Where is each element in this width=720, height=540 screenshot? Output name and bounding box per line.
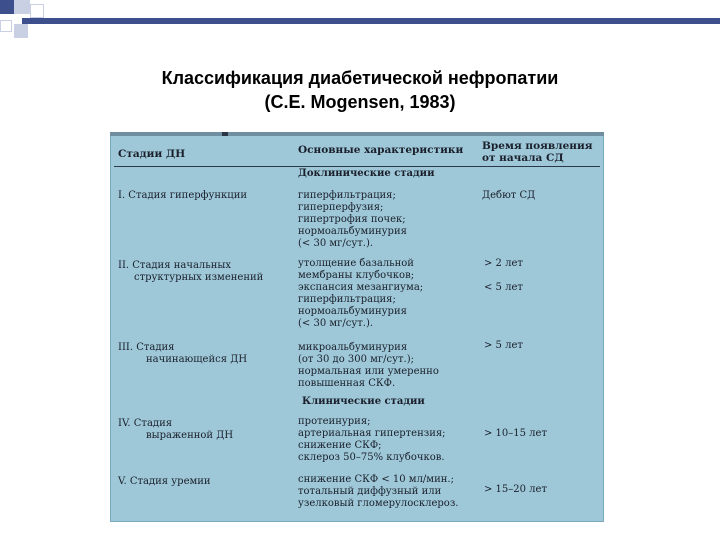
- header-accent-line: [22, 18, 720, 24]
- row2-stage-line: II. Стадия начальных: [118, 260, 231, 271]
- row4-stage-line: IV. Стадия: [118, 418, 173, 429]
- row2-stage: [118, 260, 263, 284]
- row4-stage-line: выраженной ДН: [146, 430, 234, 441]
- slide-title-line1: Классификация диабетической нефропатии: [161, 68, 559, 88]
- row1-char-line: гиперперфузия;: [298, 202, 384, 213]
- row3-char-line: повышенная СКФ.: [298, 378, 396, 389]
- decor-square-light: [14, 0, 30, 14]
- row4-char-line: протеинурия;: [298, 416, 371, 427]
- row5-characteristics: [298, 474, 458, 510]
- row5-time-line: > 15–20 лет: [484, 484, 547, 495]
- decor-square-mid: [30, 4, 44, 18]
- header-stage: Стадии ДН: [118, 148, 186, 160]
- row3-stage-line: III. Стадия: [118, 342, 175, 353]
- decor-square-lower: [14, 24, 28, 38]
- header-divider: [114, 166, 600, 167]
- row1-characteristics: [298, 190, 407, 250]
- row2-time-a: > 2 лет: [484, 258, 523, 269]
- row4-char-line: снижение СКФ;: [298, 440, 382, 451]
- row5-char-line: снижение СКФ < 10 мл/мин.;: [298, 474, 454, 485]
- row2-char-line: экспансия мезангиума;: [298, 282, 424, 293]
- row4-char-line: склероз 50–75% клубочков.: [298, 452, 445, 463]
- row3-stage-line: начинающейся ДН: [146, 354, 248, 365]
- row3-time: [484, 340, 523, 352]
- row3-time-line: > 5 лет: [484, 340, 523, 351]
- row5-char-line: тотальный диффузный или: [298, 486, 442, 497]
- decor-square-small: [0, 20, 12, 32]
- row1-char-line: нормоальбуминурия: [298, 226, 407, 237]
- row2-char-line: утолщение базальной: [298, 258, 414, 269]
- row1-char-line: (< 30 мг/сут.).: [298, 238, 374, 249]
- row2-char-line: мембраны клубочков;: [298, 270, 415, 281]
- row3-stage: [118, 342, 247, 366]
- slide-title-line2: (C.E. Mogensen, 1983): [264, 92, 456, 112]
- row5-stage-line: V. Стадия уремии: [118, 476, 211, 487]
- row1-char-line: гиперфильтрация;: [298, 190, 396, 201]
- header-time-line1: Время появления: [482, 140, 593, 152]
- section-preclinical: Доклинические стадии: [298, 168, 435, 179]
- row3-char-line: (от 30 до 300 мг/сут.);: [298, 354, 415, 365]
- row2-time-b: < 5 лет: [484, 282, 523, 293]
- slide-title: [0, 66, 720, 114]
- row1-time: [482, 190, 535, 202]
- header-time: [482, 140, 593, 164]
- row4-time-line: > 10–15 лет: [484, 428, 547, 439]
- row1-char-line: гипертрофия почек;: [298, 214, 406, 225]
- row2-char-line: нормоальбуминурия: [298, 306, 407, 317]
- row5-time: [484, 484, 547, 496]
- row1-time-line: Дебют СД: [482, 190, 536, 201]
- row2-characteristics: [298, 258, 423, 330]
- scan-top-edge: [110, 132, 604, 136]
- row3-characteristics: [298, 342, 439, 390]
- row2-char-line: (< 30 мг/сут.).: [298, 318, 374, 329]
- scanned-table: [110, 132, 604, 522]
- row5-char-line: узелковый гломерулосклероз.: [298, 498, 459, 509]
- row1-stage-line: I. Стадия гиперфункции: [118, 190, 248, 201]
- scan-mark: [222, 132, 228, 136]
- row3-char-line: микроальбуминурия: [298, 342, 408, 353]
- row4-time: [484, 428, 547, 440]
- header-time-line2: от начала СД: [482, 152, 564, 164]
- row5-stage: [118, 476, 211, 488]
- row4-char-line: артериальная гипертензия;: [298, 428, 446, 439]
- row2-stage-line: структурных изменений: [134, 272, 264, 283]
- row1-stage: [118, 190, 247, 202]
- row3-char-line: нормальная или умеренно: [298, 366, 439, 377]
- decor-square-top-left: [0, 0, 14, 14]
- header-characteristics: Основные характеристики: [298, 144, 464, 156]
- section-clinical: Клинические стадии: [302, 396, 425, 407]
- row4-characteristics: [298, 416, 446, 464]
- row2-char-line: гиперфильтрация;: [298, 294, 396, 305]
- row4-stage: [118, 418, 233, 442]
